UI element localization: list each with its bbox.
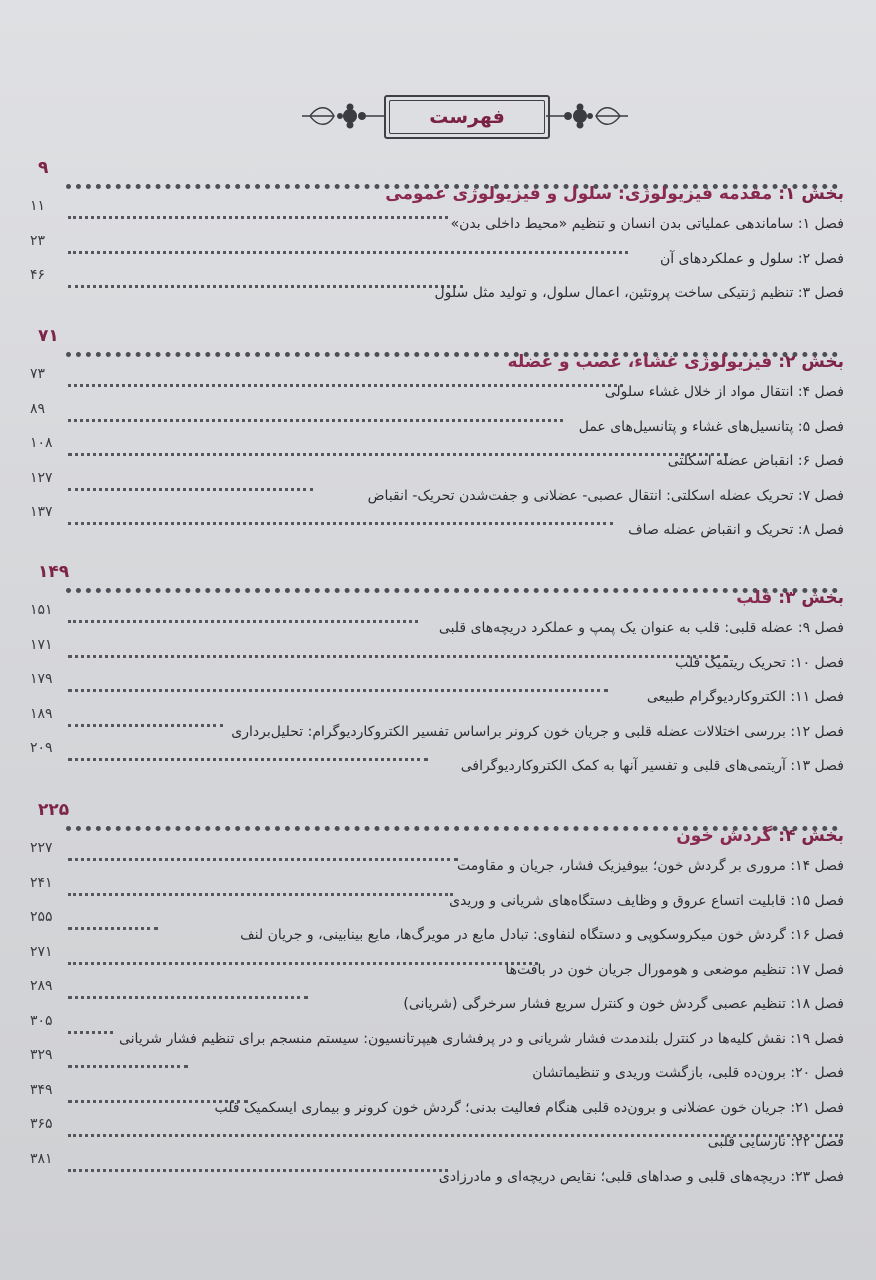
chapter-title bbox=[119, 1031, 844, 1047]
leader-dots bbox=[68, 514, 613, 525]
chapter-page-number: ۱۰۸ bbox=[30, 435, 53, 451]
leader-dots bbox=[68, 850, 458, 861]
section-label: بخش ۴: bbox=[778, 826, 844, 846]
section-page-number: ۱۴۹ bbox=[38, 562, 70, 582]
section-label: بخش ۱: bbox=[778, 184, 844, 204]
chapter-title bbox=[435, 285, 845, 301]
chapter-title bbox=[439, 620, 844, 636]
chapter-label: فصل ۲۰: bbox=[790, 1065, 844, 1081]
chapter-row[interactable] bbox=[30, 1150, 844, 1185]
chapter-page-number: ۲۳ bbox=[30, 232, 46, 249]
leader-dots bbox=[68, 480, 313, 491]
chapter-page-number: ۱۷۹ bbox=[30, 671, 53, 687]
chapter-title-text: بررسی اختلالات عضله قلبی و جریان خون کرونر براساس تفسیر الکتروکاردیوگرام: تحلیل‌برداری bbox=[231, 723, 786, 740]
chapter-row[interactable] bbox=[30, 943, 844, 978]
leader-dots bbox=[66, 578, 838, 593]
chapter-title bbox=[214, 1100, 844, 1116]
chapter-row[interactable] bbox=[30, 671, 844, 705]
chapter-title-text: تحریک عضله اسکلتی: انتقال عصبی- عضلانی و جفت‌شدن تحریک- انقباض bbox=[367, 487, 794, 504]
leader-dots bbox=[68, 411, 563, 422]
chapter-page-number: ۳۶۵ bbox=[30, 1116, 53, 1132]
chapter-page-number: ۱۲۷ bbox=[30, 469, 53, 486]
chapter-title bbox=[628, 522, 844, 538]
chapter-page-number: ۲۸۹ bbox=[30, 978, 53, 994]
chapter-label: فصل ۲۲: bbox=[790, 1134, 844, 1150]
chapter-row[interactable] bbox=[30, 400, 844, 435]
chapter-title bbox=[668, 453, 844, 469]
chapter-page-number: ۱۸۹ bbox=[30, 705, 53, 722]
leader-dots bbox=[68, 681, 608, 692]
section-label: بخش ۳: bbox=[778, 588, 844, 608]
leader-dots bbox=[68, 243, 628, 254]
chapter-label: فصل ۲: bbox=[797, 250, 844, 267]
chapter-page-number: ۴۶ bbox=[30, 267, 46, 283]
chapter-label: فصل ۱۱: bbox=[790, 689, 844, 705]
chapter-row[interactable] bbox=[30, 705, 844, 740]
chapter-row[interactable] bbox=[30, 840, 844, 874]
chapter-title-text: نقش کلیه‌ها در کنترل بلندمدت فشار شریانی و در پرفشاری هیپرتانسیون: سیستم منسجم برای تنظیم فشار شریانی bbox=[118, 1030, 786, 1047]
chapter-title-text: مروری بر گردش خون؛ بیوفیزیک فشار، جریان و مقاومت bbox=[457, 858, 786, 874]
chapter-page-number: ۳۴۹ bbox=[30, 1081, 53, 1098]
section-title bbox=[736, 588, 844, 608]
chapter-label: فصل ۸: bbox=[797, 522, 844, 538]
leader-dots bbox=[68, 208, 448, 219]
chapter-row[interactable] bbox=[30, 636, 844, 671]
chapter-label: فصل ۵: bbox=[797, 418, 844, 435]
section-heading[interactable] bbox=[38, 326, 844, 372]
chapter-title-text: انتقال مواد از خلال غشاء سلولی bbox=[604, 384, 794, 400]
ornament-right-icon bbox=[546, 101, 630, 131]
chapter-label: فصل ۱۰: bbox=[790, 654, 844, 671]
leader-dots bbox=[68, 1057, 188, 1068]
chapter-row[interactable] bbox=[30, 267, 844, 301]
toc-header bbox=[300, 95, 630, 139]
chapter-row[interactable] bbox=[30, 978, 844, 1012]
chapter-label: فصل ۱۷: bbox=[790, 961, 844, 978]
leader-dots bbox=[68, 885, 453, 896]
chapter-row[interactable] bbox=[30, 435, 844, 469]
chapter-page-number: ۱۳۷ bbox=[30, 504, 53, 520]
chapter-title bbox=[240, 927, 844, 943]
chapter-page-number: ۱۱ bbox=[30, 198, 46, 214]
chapter-label: فصل ۷: bbox=[797, 487, 844, 504]
chapter-label: فصل ۱۶: bbox=[790, 927, 844, 943]
chapter-title bbox=[579, 419, 844, 435]
chapter-label: فصل ۲۳: bbox=[790, 1168, 844, 1185]
chapter-row[interactable] bbox=[30, 469, 844, 504]
chapter-page-number: ۳۰۵ bbox=[30, 1012, 53, 1029]
section-title-text: مقدمه فیزیولوژی: سلول و فیزیولوژی عمومی bbox=[385, 184, 773, 204]
chapter-title-text: تنظیم موضعی و هومورال جریان خون در بافت‌ها bbox=[505, 961, 786, 978]
chapter-page-number: ۲۴۱ bbox=[30, 874, 53, 891]
leader-dots bbox=[68, 647, 728, 658]
chapter-page-number: ۱۵۱ bbox=[30, 602, 53, 618]
chapter-page-number: ۳۲۹ bbox=[30, 1047, 53, 1063]
leader-dots bbox=[68, 954, 538, 965]
chapter-title bbox=[708, 1134, 844, 1150]
chapter-title-text: آریتمی‌های قلبی و تفسیر آنها به کمک الکتروکاردیوگرافی bbox=[460, 758, 786, 774]
section-page-number: ۲۲۵ bbox=[38, 800, 70, 820]
chapter-title-text: تنظیم ژنتیکی ساخت پروتئین، اعمال سلول، و تولید مثل سلول bbox=[434, 285, 794, 301]
toc-title: فهرست bbox=[384, 95, 550, 139]
chapter-title-text: قابلیت اتساع عروق و وظایف دستگاه‌های شریانی و وریدی bbox=[449, 892, 786, 909]
section-label: بخش ۲: bbox=[778, 352, 844, 372]
chapter-title bbox=[439, 1169, 844, 1185]
chapter-title-text: تحریک ریتمیک قلب bbox=[675, 654, 786, 671]
ornament-left-icon bbox=[300, 101, 384, 131]
section-page-number: ۷۱ bbox=[38, 326, 59, 346]
chapter-title bbox=[660, 251, 844, 267]
chapter-page-number: ۳۸۱ bbox=[30, 1150, 53, 1167]
section-title bbox=[385, 184, 844, 204]
chapter-row[interactable] bbox=[30, 366, 844, 400]
chapter-title-text: گردش خون میکروسکوپی و دستگاه لنفاوی: تبادل مایع در مویرگ‌ها، مایع بینابینی، و جریان لنف bbox=[240, 927, 786, 943]
chapter-row[interactable] bbox=[30, 874, 844, 909]
section-heading[interactable] bbox=[38, 158, 844, 204]
chapter-label: فصل ۱۳: bbox=[790, 758, 844, 774]
chapter-page-number: ۸۹ bbox=[30, 400, 46, 417]
chapter-page-number: ۷۳ bbox=[30, 366, 46, 382]
chapter-title-text: عضله قلبی: قلب به عنوان یک پمپ و عملکرد دریچه‌های قلبی bbox=[438, 620, 794, 636]
chapter-title bbox=[461, 758, 844, 774]
leader-dots bbox=[68, 277, 463, 288]
chapter-title-text: دریچه‌های قلبی و صداهای قلبی؛ نقایص دریچه‌ای و مادرزادی bbox=[438, 1168, 786, 1185]
chapter-title bbox=[231, 724, 844, 740]
leader-dots bbox=[68, 750, 428, 761]
chapter-label: فصل ۱۲: bbox=[790, 723, 844, 740]
chapter-title-text: نارسایی قلبی bbox=[707, 1134, 786, 1150]
chapter-row[interactable] bbox=[30, 602, 844, 636]
chapter-title-text: پتانسیل‌های غشاء و پتانسیل‌های عمل bbox=[578, 418, 794, 435]
chapter-title-text: تحریک و انقباض عضله صاف bbox=[628, 522, 794, 538]
chapter-row[interactable] bbox=[30, 198, 844, 232]
chapter-page-number: ۲۷۱ bbox=[30, 943, 53, 960]
leader-dots bbox=[68, 1161, 448, 1172]
chapter-page-number: ۲۰۹ bbox=[30, 740, 53, 756]
chapter-title bbox=[605, 384, 844, 400]
chapter-title bbox=[675, 655, 844, 671]
chapter-page-number: ۱۷۱ bbox=[30, 636, 53, 653]
leader-dots bbox=[68, 716, 223, 727]
chapter-label: فصل ۱۸: bbox=[790, 996, 844, 1012]
leader-dots bbox=[68, 919, 158, 930]
chapter-title-text: برون‌ده قلبی، بازگشت وریدی و تنظیماتشان bbox=[532, 1065, 786, 1081]
chapter-title bbox=[403, 996, 844, 1012]
chapter-label: فصل ۱۹: bbox=[790, 1030, 844, 1047]
section-title bbox=[508, 352, 844, 372]
chapter-title-text: ساماندهی عملیاتی بدن انسان و تنظیم «محیط داخلی بدن» bbox=[450, 216, 794, 232]
chapter-label: فصل ۶: bbox=[797, 453, 844, 469]
chapter-title-text: سلول و عملکردهای آن bbox=[659, 250, 794, 267]
chapter-label: فصل ۳: bbox=[797, 285, 844, 301]
chapter-label: فصل ۲۱: bbox=[790, 1099, 844, 1116]
chapter-label: فصل ۴: bbox=[797, 384, 844, 400]
chapter-title-text: تنظیم عصبی گردش خون و کنترل سریع فشار سرخرگی (شریانی) bbox=[403, 996, 786, 1012]
leader-dots bbox=[68, 612, 418, 623]
chapter-label: فصل ۹: bbox=[797, 620, 844, 636]
chapter-title-text: انقباض عضله اسکلتی bbox=[667, 453, 794, 469]
leader-dots bbox=[68, 376, 623, 387]
chapter-title bbox=[449, 893, 844, 909]
chapter-title bbox=[647, 689, 844, 705]
leader-dots bbox=[68, 988, 308, 999]
section-title-text: فیزیولوژی غشاء، عصب و عضله bbox=[507, 352, 773, 372]
chapter-row[interactable] bbox=[30, 1081, 844, 1116]
chapter-title bbox=[368, 488, 844, 504]
chapter-row[interactable] bbox=[30, 1047, 844, 1081]
chapter-page-number: ۲۵۵ bbox=[30, 909, 53, 925]
chapter-row[interactable] bbox=[30, 504, 844, 538]
chapter-row[interactable] bbox=[30, 909, 844, 943]
section-heading[interactable] bbox=[38, 800, 844, 846]
leader-dots bbox=[68, 445, 728, 456]
chapter-label: فصل ۱۵: bbox=[790, 892, 844, 909]
chapter-title bbox=[505, 962, 844, 978]
section-title-text: گردش خون bbox=[676, 826, 773, 846]
chapter-row[interactable] bbox=[30, 1012, 844, 1047]
section-title bbox=[676, 826, 844, 846]
chapter-label: فصل ۱۴: bbox=[790, 858, 844, 874]
chapter-label: فصل ۱: bbox=[797, 216, 844, 232]
chapter-title bbox=[532, 1065, 844, 1081]
chapter-title-text: جریان خون عضلانی و برون‌ده قلبی هنگام فعالیت بدنی؛ گردش خون کرونر و بیماری ایسکمیک قلب bbox=[214, 1099, 786, 1116]
section-title-text: قلب bbox=[736, 588, 773, 608]
chapter-title bbox=[451, 216, 844, 232]
chapter-row[interactable] bbox=[30, 232, 844, 267]
chapter-row[interactable] bbox=[30, 1116, 844, 1150]
chapter-title bbox=[457, 858, 844, 874]
section-page-number: ۹ bbox=[38, 158, 49, 178]
chapter-row[interactable] bbox=[30, 740, 844, 774]
chapter-page-number: ۲۲۷ bbox=[30, 840, 53, 856]
leader-dots bbox=[68, 1023, 113, 1034]
chapter-title-text: الکتروکاردیوگرام طبیعی bbox=[646, 689, 786, 705]
section-heading[interactable] bbox=[38, 562, 844, 608]
